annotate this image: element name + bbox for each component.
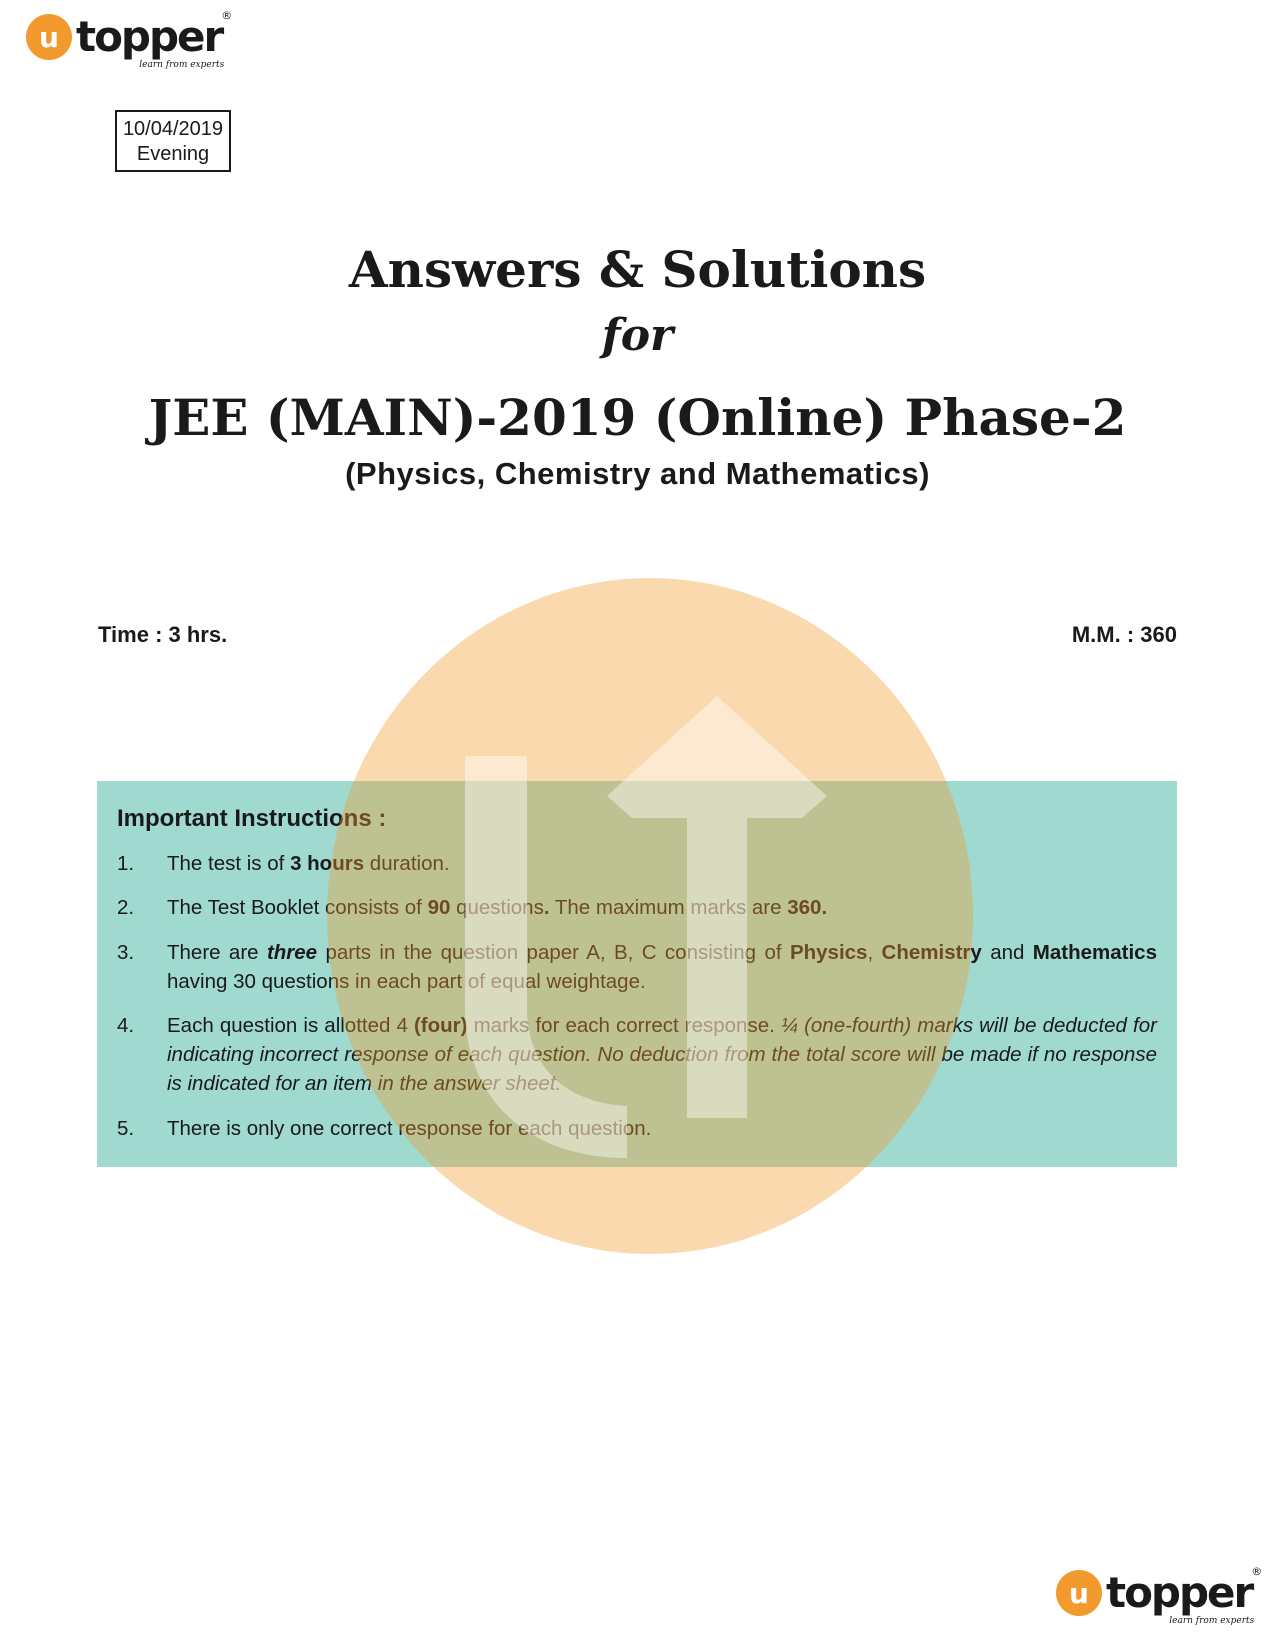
topper-logo-footer xyxy=(1056,1565,1263,1626)
instruction-item: 2. The Test Booklet consists of 90 questions. The maximum marks are 360. xyxy=(117,896,828,919)
instruction-item: 5. There is only one correct response for each question. xyxy=(117,1117,652,1140)
title-subjects: (Physics, Chemistry and Mathematics) xyxy=(345,456,930,491)
instructions-heading: Important Instructions : xyxy=(117,805,387,832)
title-answers-solutions: Answers & Solutions xyxy=(348,240,927,299)
brand-name: topper ® learn from experts xyxy=(1106,1565,1263,1626)
title-for: for xyxy=(601,310,674,361)
brand-name: topper ® learn from experts xyxy=(76,9,233,70)
title-exam-name: JEE (MAIN)-2019 (Online) Phase-2 xyxy=(148,388,1127,447)
brand-tagline: learn from experts xyxy=(139,60,225,70)
session-box xyxy=(115,110,231,172)
topper-logo xyxy=(26,9,233,70)
instruction-item: 1. The test is of 3 hours duration. xyxy=(117,852,450,875)
session-shift: Evening xyxy=(136,143,210,165)
instruction-item: 3. There are three parts in the question paper A, B, C consisting of Physics, Chemistry and Mathematics having 30 questions in each part of equal weightage. xyxy=(117,941,1157,993)
instructions-panel xyxy=(97,781,1177,1167)
brand-tagline: learn from experts xyxy=(1169,1616,1255,1626)
time-duration: Time : 3 hrs. xyxy=(98,622,228,647)
session-date: 10/04/2019 xyxy=(122,118,224,140)
topper-u-icon: u xyxy=(26,14,72,60)
max-marks: M.M. : 360 xyxy=(1071,622,1177,647)
instruction-item: 4. Each question is allotted 4 (four) marks for each correct response. ¼ (one-fourth) marks will be deducted for indicating incorrect response of each question. No deduction from the total score will be made if no response is indicated for an item in the answer sheet. xyxy=(117,1014,1157,1095)
topper-u-icon: u xyxy=(1056,1570,1102,1616)
